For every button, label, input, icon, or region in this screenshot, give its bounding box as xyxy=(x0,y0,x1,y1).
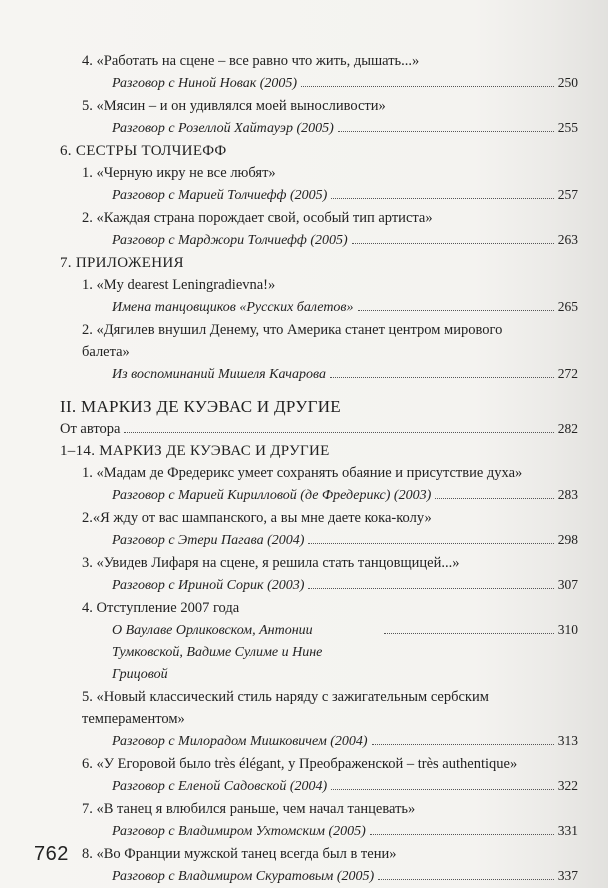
toc-section-heading: 7. ПРИЛОЖЕНИЯ xyxy=(60,255,184,271)
toc-section-heading: 1–14. МАРКИЗ ДЕ КУЭВАС И ДРУГИЕ xyxy=(60,443,330,459)
toc-entry xyxy=(60,418,578,440)
toc-page-number: 322 xyxy=(557,778,578,793)
dot-leader xyxy=(370,834,554,835)
toc-entry-title: Разговор с Марией Кирилловой (де Фредерикс) (2003) xyxy=(112,488,432,503)
toc-page-number: 283 xyxy=(557,487,578,502)
toc-item-title: 3. «Увидев Лифаря на сцене, я решила стать танцовщицей...» xyxy=(82,555,460,571)
toc-entry xyxy=(60,574,578,597)
dot-leader xyxy=(358,310,554,311)
toc-page-number: 307 xyxy=(557,577,578,592)
dot-leader xyxy=(331,198,553,199)
toc-entry xyxy=(60,117,578,140)
toc-entry xyxy=(60,72,578,95)
toc-item-title: 1. «Мадам де Фредерикс умеет сохранять обаяние и присутствие духа» xyxy=(82,465,523,481)
toc-item-title: 2. «Каждая страна порождает свой, особый тип артиста» xyxy=(82,210,433,226)
toc-page-number: 282 xyxy=(557,421,578,436)
toc-section-heading: 6. СЕСТРЫ ТОЛЧИЕФФ xyxy=(60,143,227,159)
dot-leader xyxy=(331,789,554,790)
toc-page-number: 337 xyxy=(557,868,578,883)
dot-leader xyxy=(378,879,554,880)
toc-item-title: 6. «У Егоровой было très élégant, у Преображенской – très authentique» xyxy=(82,756,518,772)
toc-item-title: 7. «В танец я влюбился раньше, чем начал танцевать» xyxy=(82,801,416,817)
toc-entry-title: Разговор с Этери Пагава (2004) xyxy=(112,533,305,548)
toc-page-number: 255 xyxy=(557,120,578,135)
toc-entry-title: Разговор с Розеллой Хайтауэр (2005) xyxy=(112,121,334,136)
toc-page-number: 298 xyxy=(557,532,578,547)
dot-leader xyxy=(330,377,554,378)
dot-leader xyxy=(301,86,554,87)
toc-item-title: 4. Отступление 2007 года xyxy=(82,600,240,616)
toc-page-number: 257 xyxy=(557,187,578,202)
toc-entry-title: О Ваулаве Орликовском, Антонии Тумковской, Вадиме Сулиме и Нине Грицовой xyxy=(112,623,323,682)
toc-entry-title: Разговор с Марджори Толчиефф (2005) xyxy=(112,233,348,248)
toc-entry xyxy=(60,296,578,319)
toc-entry xyxy=(60,363,578,386)
toc-entry-title: Разговор с Владимиром Ухтомским (2005) xyxy=(112,824,366,839)
toc-page-number: 313 xyxy=(557,733,578,748)
toc-item-title: 5. «Новый классический стиль наряду с зажигательным сербским темпераментом» xyxy=(82,689,489,727)
toc-page-number: 310 xyxy=(557,622,578,637)
toc-entry xyxy=(60,730,578,753)
toc-page-number: 265 xyxy=(557,299,578,314)
page-number: 762 xyxy=(34,843,69,865)
toc-entry-title: Разговор с Ниной Новак (2005) xyxy=(112,76,298,91)
dot-leader xyxy=(308,588,553,589)
table-of-contents xyxy=(60,50,578,888)
dot-leader xyxy=(124,432,553,433)
toc-entry xyxy=(60,865,578,888)
toc-entry-title: Разговор с Владимиром Скуратовым (2005) xyxy=(112,869,375,884)
toc-entry xyxy=(60,529,578,552)
toc-entry-title: От автора xyxy=(60,421,121,437)
toc-page-number: 263 xyxy=(557,232,578,247)
toc-item-title: 1. «Черную икру не все любят» xyxy=(82,165,276,181)
toc-entry xyxy=(60,820,578,843)
toc-entry-title: Из воспоминаний Мишеля Качарова xyxy=(112,367,326,382)
dot-leader xyxy=(435,498,554,499)
toc-entry xyxy=(60,775,578,798)
toc-page-number: 272 xyxy=(557,366,578,381)
dot-leader xyxy=(384,633,554,634)
toc-item-title: 2. «Дягилев внушил Денему, что Америка станет центром мирового балета» xyxy=(82,322,503,360)
toc-page-number: 250 xyxy=(557,75,578,90)
toc-entry-title: Разговор с Ириной Сорик (2003) xyxy=(112,578,305,593)
toc-entry-title: Разговор с Милорадом Мишковичем (2004) xyxy=(112,734,368,749)
toc-entry xyxy=(60,184,578,207)
toc-entry xyxy=(60,484,578,507)
toc-entry-title: Разговор с Еленой Садовской (2004) xyxy=(112,779,328,794)
toc-item-title: 4. «Работать на сцене – все равно что жить, дышать...» xyxy=(82,53,420,69)
toc-entry-title: Имена танцовщиков «Русских балетов» xyxy=(112,300,354,315)
toc-item-title: 5. «Мясин – и он удивлялся моей выносливости» xyxy=(82,98,386,114)
toc-item-title: 2.«Я жду от вас шампанского, а вы мне даете кока-колу» xyxy=(82,510,432,526)
toc-entry-title: Разговор с Марией Толчиефф (2005) xyxy=(112,188,328,203)
toc-item-title: 8. «Во Франции мужской танец всегда был в тени» xyxy=(82,846,397,862)
toc-item-title: 1. «My dearest Leningradievna!» xyxy=(82,277,276,293)
dot-leader xyxy=(372,744,554,745)
dot-leader xyxy=(352,243,554,244)
toc-part-heading: II. МАРКИЗ ДЕ КУЭВАС И ДРУГИЕ xyxy=(60,397,341,416)
dot-leader xyxy=(308,543,553,544)
toc-entry xyxy=(60,619,578,686)
toc-page-number: 331 xyxy=(557,823,578,838)
dot-leader xyxy=(338,131,554,132)
toc-entry xyxy=(60,229,578,252)
